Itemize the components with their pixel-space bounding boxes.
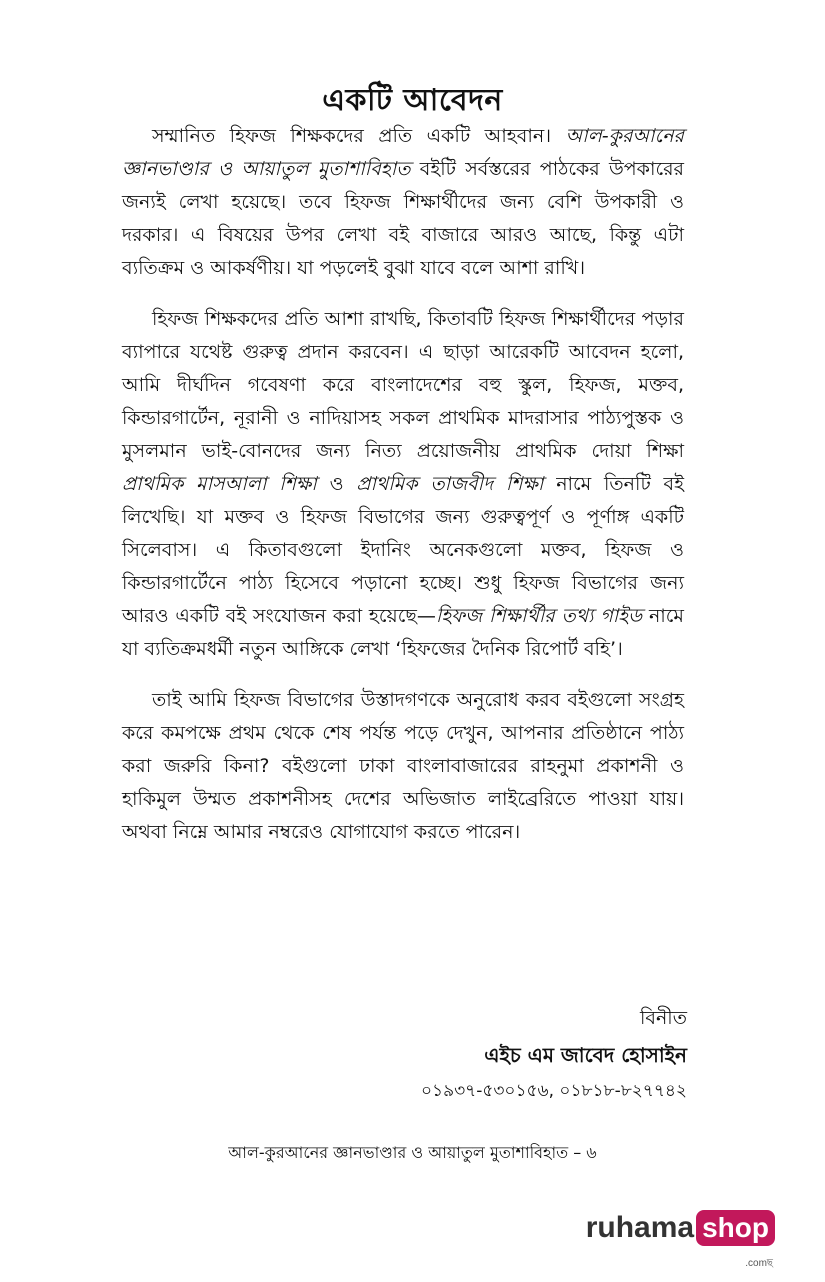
book-title-masala: প্রাথমিক মাসআলা শিক্ষা xyxy=(122,473,317,495)
book-title-guide: হিফজ শিক্ষার্থীর তথ্য গাইড xyxy=(435,605,643,627)
paragraph-2-text-g: নামে যা ব্যতিক্রমধর্মী নতুন আঙ্গিকে লেখা ‘হিফজের দৈনিক রিপোর্ট বহি’। xyxy=(122,605,684,660)
brand-logo xyxy=(585,1210,775,1269)
paragraph-2-text-a: হিফজ শিক্ষকদের প্রতি আশা রাখছি, কিতাবটি হিফজ শিক্ষার্থীদের পড়ার ব্যাপারে যথেষ্ট গুরুত্ব প্রদান করবেন। এ ছাড়া আরেকটি আবেদন হলো, আমি দীর্ঘদিন গবেষণা করে বাংলাদেশের বহু স্কুল, হিফজ, মক্তব, কিন্ডারগার্টেন, নূরানী ও নাদিয়াসহ সকল প্রাথমিক মাদরাসার পাঠ্যপুস্তক ও মুসলমান ভাই-বোনদের জন্য নিত্য প্রয়োজনীয় প্রাথমিক দোয়া শিক্ষা xyxy=(122,308,684,462)
paragraph-3: তাই আমি হিফজ বিভাগের উস্তাদগণকে অনুরোধ করব বইগুলো সংগ্রহ করে কমপক্ষে প্রথম থেকে শেষ পর্যন্ত পড়ে দেখুন, আপনার প্রতিষ্ঠানে পাঠ্য করা জরুরি কিনা? বইগুলো ঢাকা বাংলাবাজারের রাহনুমা প্রকাশনী ও হাকিমুল উম্মত প্রকাশনীসহ দেশের অভিজাত লাইব্রেরিতে পাওয়া যায়। অথবা নিম্নে আমার নম্বরেও যোগাযোগ করতে পারেন। xyxy=(122,689,684,843)
book-title-tajbid: প্রাথমিক তাজবীদ শিক্ষা xyxy=(356,473,544,495)
body-text xyxy=(122,120,684,867)
signature-block xyxy=(421,1000,687,1108)
book-title-italic: আল-কুরআনের জ্ঞানভাণ্ডার ও আয়াতুল মুতাশাবিহাত xyxy=(122,125,684,180)
closing-text: বিনীত xyxy=(639,1007,687,1029)
phone-numbers: ০১৯৩৭-৫৩০১৫৬, ০১৮১৮-৮২৭৭৪২ xyxy=(420,1081,687,1101)
brand-name-right xyxy=(696,1210,775,1269)
brand-name-left: ruhama xyxy=(585,1211,695,1244)
author-name: এইচ এম জাবেদ হোসাইন xyxy=(484,1043,687,1067)
paragraph-1 xyxy=(122,120,684,285)
paragraph-1-text-a: সম্মানিত হিফজ শিক্ষকদের প্রতি একটি আহবান। xyxy=(152,125,566,147)
paragraph-2-text-c: ও xyxy=(316,473,357,495)
brand-suffix: .comছ xyxy=(745,1258,773,1269)
paragraph-2 xyxy=(122,303,684,666)
page-title: একটি আবেদন xyxy=(322,83,503,118)
brand-shop-text: shop xyxy=(702,1212,769,1243)
paragraph-2-text-e: নামে তিনটি বই লিখেছি। যা মক্তব ও হিফজ বিভাগের জন্য গুরুত্বপূর্ণ ও পূর্ণাঙ্গ একটি সিলেবাস। এ কিতাবগুলো ইদানিং অনেকগুলো মক্তব, হিফজ ও কিন্ডারগার্টেনে পাঠ্য হিসেবে পড়ানো হচ্ছে। শুধু হিফজ বিভাগের জন্য আরও একটি বই সংযোজন করা হয়েছে— xyxy=(122,473,685,627)
paragraph-1-text-c: বইটি সর্বস্তরের পাঠকের উপকারের জন্যই লেখা হয়েছে। তবে হিফজ শিক্ষার্থীদের জন্য বেশি উপকারী ও দরকার। এ বিষয়ের উপর লেখা বই বাজারে আরও আছে, কিন্তু এটা ব্যতিক্রম ও আকর্ষণীয়। যা পড়লেই বুঝা যাবে বলে আশা রাখি। xyxy=(122,158,684,279)
page-footer: আল-কুরআনের জ্ঞানভাণ্ডার ও আয়াতুল মুতাশাবিহাত – ৬ xyxy=(228,1143,597,1162)
